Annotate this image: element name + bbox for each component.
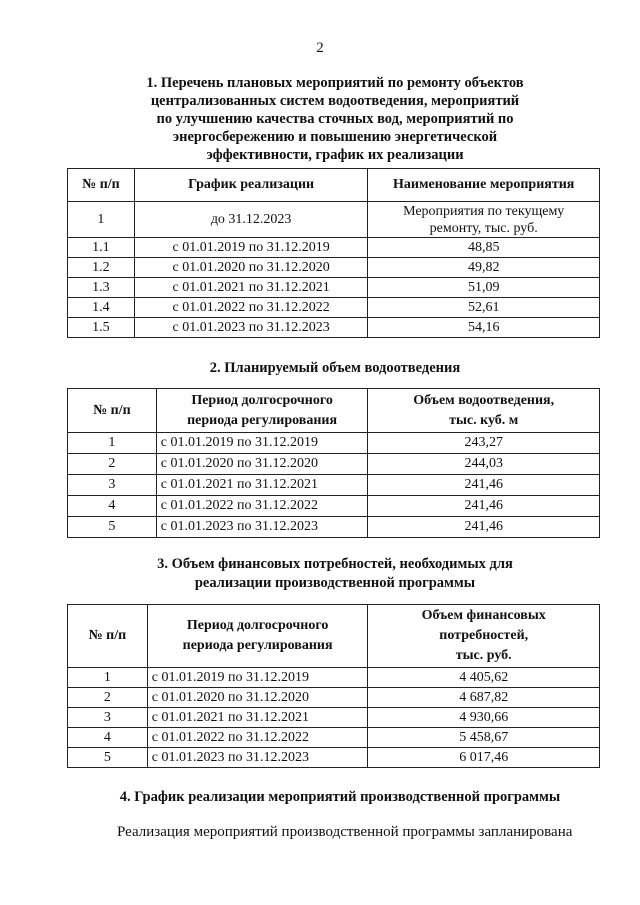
repair-measures-table xyxy=(67,168,600,338)
cell-schedule: с 01.01.2020 по 31.12.2020 xyxy=(134,258,368,278)
col-header-measure: Наименование мероприятия xyxy=(368,169,600,202)
cell-number: 1.3 xyxy=(68,278,135,298)
cell-number: 2 xyxy=(68,688,148,708)
table-row xyxy=(68,668,600,688)
col-header-finance: Объем финансовых потребностей, тыс. руб. xyxy=(368,605,600,668)
cell-period: с 01.01.2023 по 31.12.2023 xyxy=(156,517,368,538)
table-row xyxy=(68,688,600,708)
cell-period: с 01.01.2020 по 31.12.2020 xyxy=(156,454,368,475)
cell-number: 1.4 xyxy=(68,298,135,318)
cell-value: 6 017,46 xyxy=(368,748,600,768)
cell-schedule: с 01.01.2022 по 31.12.2022 xyxy=(134,298,368,318)
cell-number: 1 xyxy=(68,433,157,454)
section-3-title: 3. Объем финансовых потребностей, необходимых для реализации производственной программы xyxy=(157,556,513,591)
col-header-period: Период долгосрочного периода регулирования xyxy=(156,389,368,433)
table-row xyxy=(68,454,600,475)
cell-period: с 01.01.2019 по 31.12.2019 xyxy=(147,668,368,688)
table-row xyxy=(68,238,600,258)
cell-schedule: с 01.01.2023 по 31.12.2023 xyxy=(134,318,368,338)
page-number: 2 xyxy=(316,40,324,56)
cell-period: с 01.01.2020 по 31.12.2020 xyxy=(147,688,368,708)
col-header-number: № п/п xyxy=(68,169,135,202)
cell-number: 5 xyxy=(68,517,157,538)
section-4-text: Реализация мероприятий производственной программы запланирована xyxy=(117,824,573,840)
cell-number: 1.5 xyxy=(68,318,135,338)
cell-period: с 01.01.2019 по 31.12.2019 xyxy=(156,433,368,454)
table-row xyxy=(68,517,600,538)
cell-value: 241,46 xyxy=(368,475,600,496)
cell-value: 4 687,82 xyxy=(368,688,600,708)
cell-number: 1 xyxy=(68,668,148,688)
cell-value: 241,46 xyxy=(368,517,600,538)
cell-value: 51,09 xyxy=(368,278,600,298)
col-header-number: № п/п xyxy=(68,605,148,668)
cell-value: 49,82 xyxy=(368,258,600,278)
table-row xyxy=(68,298,600,318)
table-row xyxy=(68,202,600,238)
cell-value: 4 930,66 xyxy=(368,708,600,728)
table-row xyxy=(68,318,600,338)
cell-schedule: до 31.12.2023 xyxy=(134,202,368,238)
cell-period: с 01.01.2021 по 31.12.2021 xyxy=(147,708,368,728)
col-header-period: Период долгосрочного периода регулирования xyxy=(147,605,368,668)
cell-period: с 01.01.2022 по 31.12.2022 xyxy=(147,728,368,748)
cell-period: с 01.01.2023 по 31.12.2023 xyxy=(147,748,368,768)
cell-number: 3 xyxy=(68,475,157,496)
col-header-schedule: График реализации xyxy=(134,169,368,202)
col-header-volume: Объем водоотведения, тыс. куб. м xyxy=(368,389,600,433)
table-row xyxy=(68,496,600,517)
section-4-title: 4. График реализации мероприятий производственной программы xyxy=(119,789,561,805)
cell-value: 52,61 xyxy=(368,298,600,318)
financial-needs-table xyxy=(67,604,600,768)
table-row xyxy=(68,433,600,454)
cell-period: с 01.01.2021 по 31.12.2021 xyxy=(156,475,368,496)
table-row xyxy=(68,748,600,768)
table-row xyxy=(68,475,600,496)
cell-value: 54,16 xyxy=(368,318,600,338)
cell-number: 4 xyxy=(68,728,148,748)
cell-period: с 01.01.2022 по 31.12.2022 xyxy=(156,496,368,517)
cell-number: 5 xyxy=(68,748,148,768)
section-2-title: 2. Планируемый объем водоотведения xyxy=(209,360,461,376)
cell-schedule: с 01.01.2019 по 31.12.2019 xyxy=(134,238,368,258)
cell-value: 244,03 xyxy=(368,454,600,475)
cell-number: 1 xyxy=(68,202,135,238)
table-row xyxy=(68,728,600,748)
cell-value: 243,27 xyxy=(368,433,600,454)
col-header-number: № п/п xyxy=(68,389,157,433)
table-row xyxy=(68,278,600,298)
cell-number: 3 xyxy=(68,708,148,728)
cell-value: 48,85 xyxy=(368,238,600,258)
cell-number: 4 xyxy=(68,496,157,517)
cell-number: 1.2 xyxy=(68,258,135,278)
cell-number: 1.1 xyxy=(68,238,135,258)
cell-value: 5 458,67 xyxy=(368,728,600,748)
cell-value: 241,46 xyxy=(368,496,600,517)
wastewater-volume-table xyxy=(67,388,600,538)
cell-value: 4 405,62 xyxy=(368,668,600,688)
cell-schedule: с 01.01.2021 по 31.12.2021 xyxy=(134,278,368,298)
cell-number: 2 xyxy=(68,454,157,475)
table-row xyxy=(68,258,600,278)
cell-measure: Мероприятия по текущему ремонту, тыс. руб. xyxy=(368,202,600,238)
table-row xyxy=(68,708,600,728)
section-1-title: 1. Перечень плановых мероприятий по ремонту объектов централизованных систем водоотведения, мероприятий по улучшению качества сточных вод, мероприятий по энергосбережению и повышению энергетической эффективности, график их реализации xyxy=(146,75,524,163)
